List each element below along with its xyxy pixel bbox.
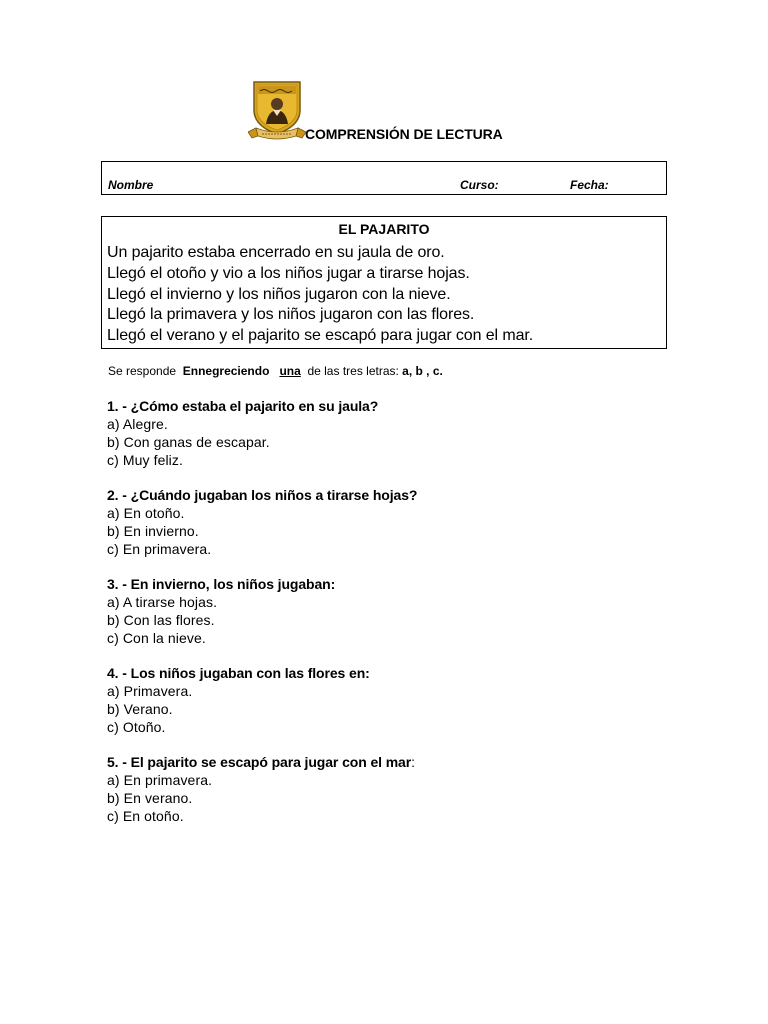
question-title: 2. - ¿Cuándo jugaban los niños a tirarse hojas? <box>107 487 418 503</box>
instruction-text <box>108 364 443 378</box>
story-text <box>107 243 533 347</box>
instruction-underlined: una <box>279 364 301 378</box>
question-title: 3. - En invierno, los niños jugaban: <box>107 576 336 592</box>
instruction-letters: a, b , c. <box>402 364 443 378</box>
nombre-label: Nombre <box>108 178 154 192</box>
question-4 <box>107 664 370 736</box>
story-line: Llegó el invierno y los niños jugaron con la nieve. <box>107 285 451 303</box>
answer-option[interactable]: b) Con las flores. <box>107 612 215 628</box>
answer-option[interactable]: a) En primavera. <box>107 772 213 788</box>
question-title-suffix: : <box>411 754 415 770</box>
instruction-middle: de las tres letras: <box>304 364 403 378</box>
answer-option[interactable]: b) Verano. <box>107 701 173 717</box>
answer-option[interactable]: a) En otoño. <box>107 505 185 521</box>
instruction-bold: Ennegreciendo <box>182 364 270 378</box>
question-title <box>107 753 415 771</box>
story-line: Llegó el verano y el pajarito se escapó para jugar con el mar. <box>107 327 534 345</box>
question-title: 4. - Los niños jugaban con las flores en: <box>107 665 370 681</box>
school-crest-logo <box>248 80 306 142</box>
question-title: 1. - ¿Cómo estaba el pajarito en su jaula? <box>107 398 379 414</box>
fecha-label: Fecha: <box>570 178 609 192</box>
story-line: Llegó la primavera y los niños jugaron con las flores. <box>107 306 475 324</box>
story-box <box>101 216 667 349</box>
answer-option[interactable]: a) Primavera. <box>107 683 193 699</box>
document-title: COMPRENSIÓN DE LECTURA <box>305 126 503 142</box>
curso-label: Curso: <box>460 178 499 192</box>
question-5 <box>107 753 415 825</box>
answer-option[interactable]: c) Con la nieve. <box>107 630 206 646</box>
answer-option[interactable]: c) En otoño. <box>107 808 184 824</box>
question-3 <box>107 575 335 647</box>
answer-option[interactable]: b) Con ganas de escapar. <box>107 434 270 450</box>
answer-option[interactable]: c) Muy feliz. <box>107 452 183 468</box>
answer-option[interactable]: a) A tirarse hojas. <box>107 594 218 610</box>
student-info-box <box>101 161 667 195</box>
answer-option[interactable]: c) Otoño. <box>107 719 166 735</box>
question-2 <box>107 486 417 558</box>
question-title-text: 5. - El pajarito se escapó para jugar con el mar <box>107 754 412 770</box>
answer-option[interactable]: c) En primavera. <box>107 541 212 557</box>
story-title: EL PAJARITO <box>338 221 430 237</box>
instruction-prefix: Se responde <box>108 364 180 378</box>
answer-option[interactable]: b) En verano. <box>107 790 193 806</box>
story-line: Un pajarito estaba encerrado en su jaula de oro. <box>107 244 445 261</box>
answer-option[interactable]: a) Alegre. <box>107 416 168 432</box>
question-1 <box>107 397 378 469</box>
answer-option[interactable]: b) En invierno. <box>107 523 199 539</box>
story-line: Llegó el otoño y vio a los niños jugar a tirarse hojas. <box>107 264 470 282</box>
